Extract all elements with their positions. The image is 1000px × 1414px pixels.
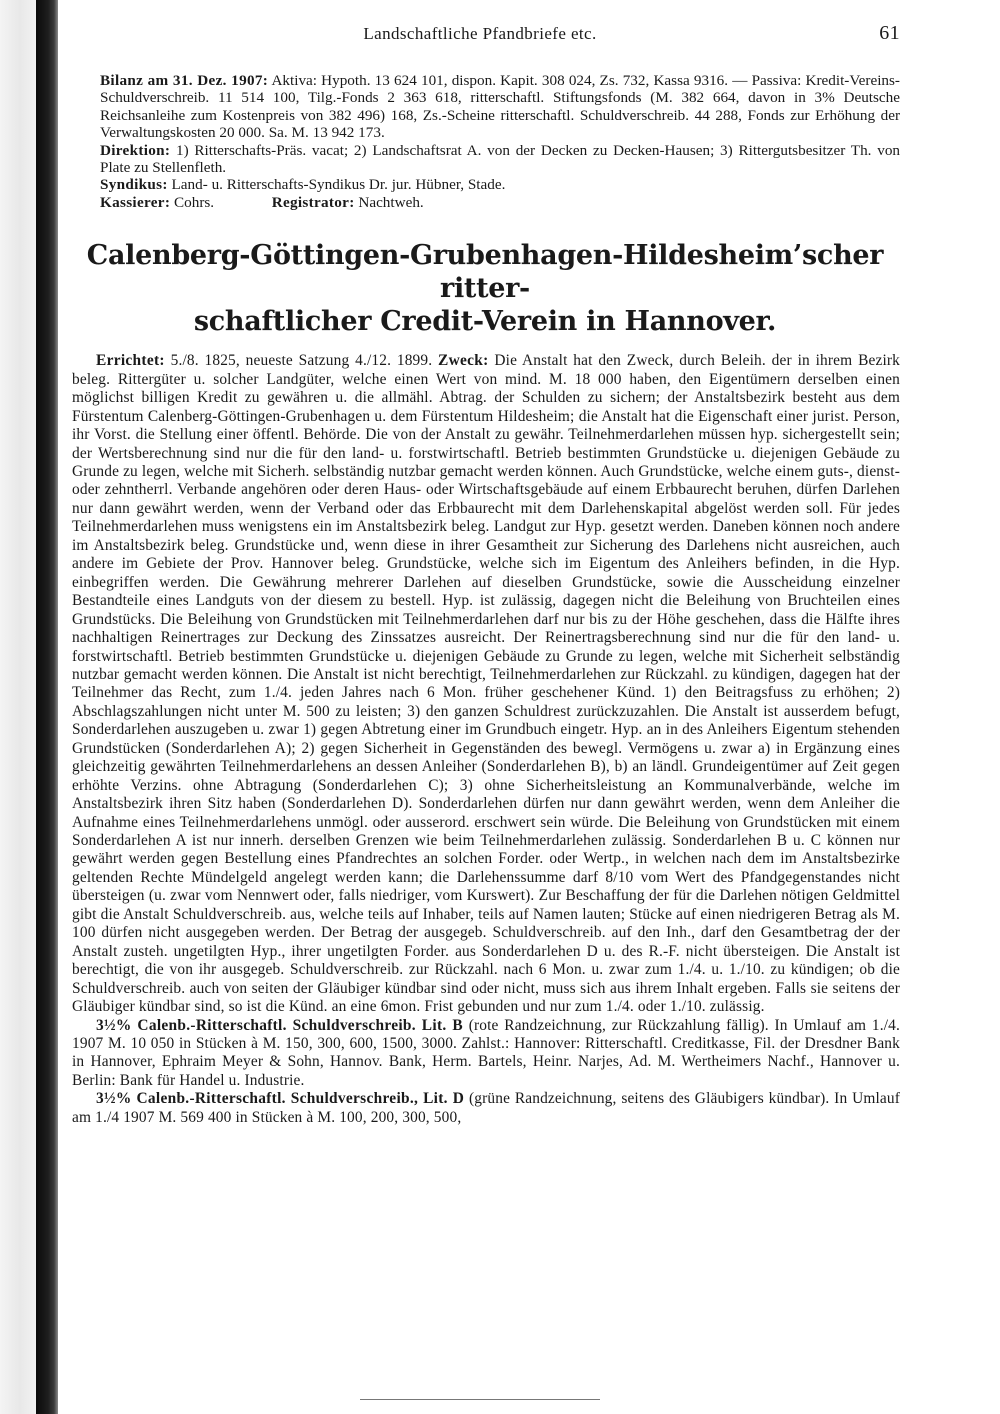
footer-rule xyxy=(360,1399,600,1400)
direktion-text: 1) Ritterschafts-Präs. vacat; 2) Landschaftsrat A. von der Decken zu Decken-Hausen; 3) Rittergutsbesitzer Th. von Plate zu Stellenfleth. xyxy=(100,141,901,177)
registrator-text: Nachtweh. xyxy=(358,193,424,211)
kassierer-text: Cohrs. xyxy=(174,193,215,211)
scan-margin xyxy=(0,0,36,1414)
document-page xyxy=(60,14,900,1404)
syndikus-text: Land- u. Ritterschafts-Syndikus Dr. jur. Hübner, Stade. xyxy=(171,176,506,194)
direktion-label: Direktion: xyxy=(100,141,171,159)
kassierer-paragraph xyxy=(100,194,900,211)
running-title: Landschaftliche Pfandbriefe etc. xyxy=(363,24,597,43)
section-body xyxy=(60,352,900,1127)
section-heading-line-1: Calenberg-Göttingen-Grubenhagen-Hildesheim’scher ritter- xyxy=(86,240,884,305)
direktion-paragraph xyxy=(100,142,900,177)
section-heading-line-2: schaftlicher Credit-Verein in Hannover. xyxy=(193,306,777,338)
bilanz-text: Aktiva: Hypoth. 13 624 101, dispon. Kapit. 308 024, Zs. 732, Kassa 9316. — Passiva: Kredit-Vereins-Schuldverschreib. 11 514 100, Tilg.-Fonds 2 363 618, ritterschaftl. Stiftungsfonds (M. 382 664, davon in 3% Deutsche Reichsanleihe zum Kostenpreis von 382 496) 168, Zs.-Scheine ritterschaftl. Schuldverschreib. 44 288, Fonds zur Erhöhung der Verwaltungskosten 20 000. Sa. M. 13 942 173. xyxy=(100,72,900,142)
lit-d-paragraph xyxy=(72,1090,900,1127)
running-header xyxy=(60,14,900,48)
syndikus-label: Syndikus: xyxy=(100,176,168,194)
lit-b-paragraph xyxy=(72,1017,900,1091)
zweck-text: Die Anstalt hat den Zweck, durch Beleih. der in ihrem Bezirk beleg. Rittergüter u. solcher Landgüter, welche einen Wert von mind. M. 18 000 haben, den Eigentümern derselben einen möglichst billigen Kredit zu gewähren u. die allmähl. Abtrag. der Schulden zu sichern; der Anstaltsbezirk besteht aus dem Fürstentum Calenberg-Göttingen-Grubenhagen u. dem Fürstentum Hildesheim; die Anstalt hat die Eigenschaft einer jurist. Person, ihr Vorst. die Stellung einer öffentl. Behörde. Die von der Anstalt zu gewähr. Teilnehmerdarlehen müssen hyp. sichergestellt sein; der Wertsberechnung sind nur die für den land- u. forstwirtschaftl. Betrieb bestimmten Grundstücke u. diejenigen Gebäude zu Grunde zu legen, welche mit Sicherh. selbständig nutzbar gemacht werden können. Auch Grundstücke, welche einem guts-, dienst- oder zehntherrl. Verbande angehören oder deren Haus- oder Wirtschaftsgebäude auf einem Erbbaurecht beruhen, dürfen Darlehen nur dann gewährt werden, wenn der Verband oder das Erbbaurecht mit dem Darlehenskapital abgelöst werden soll. Für jedes Teilnehmerdarlehen muss wenigstens ein im Anstaltsbezirk beleg. Landgut zur Hyp. gesetzt werden. Daneben können noch andere im Anstaltsbezirk beleg. Grundstücke und, wenn diese in ihrer Gesamtheit zur Sicherung des Darlehens nicht ausreichen, auch andere im Gebiete der Prov. Hannover beleg. Grundstücke, welche sich im Eigentum des Anleihers befinden, in die Hyp. einbegriffen werden. Die Gewährung mehrerer Darlehen auf dieselben Grundstücke, sowie die Ausscheidung einzelner Bestandteile eines Landguts von der diesem zu bestell. Hyp. ist zulässig, dagegen nicht die Beleihung von Bruchteilen eines Grundstücks. Die Beleihung von Grundstücken mit Teilnehmerdarlehen darf nur bis zu der Höhe geschehen, dass die Hälfte ihres nachhaltigen Reinertrages zur Deckung des Zinssatzes ausreicht. Der Reinertragsberechnung sind nur die für den land- u. forstwirtschaftl. Betrieb bestimmten Grundstücke u. diejenigen Gebäude zu Grunde zu legen, welche mit Sicherheit selbständig nutzbar gemacht werden können. Die Anstalt ist nicht berechtigt, Teilnehmerdarlehen zur Rückzahl. zu kündigen, dagegen hat der Teilnehmer das Recht, zum 1./4. jeden Jahres nach 6 Mon. früher geschehener Künd. 1) den Beitragsfuss zu erhöhen; 2) Abschlagszahlungen nicht unter M. 500 zu leisten; 3) den ganzen Schuldrest zurückzuzahlen. Die Anstalt ist ausserdem befugt, Sonderdarlehen auszugeben u. zwar 1) gegen Abtretung einer im Grundbuch eingetr. Hyp. an in des Anleihers Eigentum stehenden Grundstücken (Sonderdarlehen A); 2) gegen Sicherheit in Gegenständen des bewegl. Vermögens u. zwar a) in Ergänzung eines gleichzeitig gewährten Teilnehmerdarlehens an dessen Anleiher (Sonderdarlehen B), b) an ländl. Grundeigentümer auf Zeit gegen erhöhte Verzins. ohne Abtragung (Sonderdarlehen C); 3) ohne Sicherheitsleistung an Kommunalverbände, welche im Anstaltsbezirk ihren Sitz haben (Sonderdarlehen D). Sonderdarlehen dürfen nur dann gewährt werden, wenn dem Anleiher die Aufnahme eines Teilnehmerdarlehens unmögl. oder ausserord. erschwert sein würde. Die Beleihung von Grundstücken mit einem Sonderdarlehen A ist nur innerh. derselben Grenzen wie beim Teilnehmerdarlehen zulässig. Sonderdarlehen B u. C können nur gewährt werden gegen Bestellung eines Pfandrechtes an solchen Forder. oder Wertp., in welchen nach dem im Anstaltsbezirke geltenden Rechte Mündelgeld angelegt werden kann; die Darlehenssumme darf 8/10 vom Wert des Pfandgegenstandes nicht übersteigen (u. zwar vom Nennwert oder, falls niedriger, vom Kurswert). Zur Beschaffung der für die Darlehen nötigen Geldmittel gibt die Anstalt Schuldverschreib. aus, welche teils auf Inhaber, teils auf Namen lauten; Stücke auf einen niedrigeren Betrag als M. 100 dürfen nicht ausgegeben werden. Der Betrag der ausgegeb. Schuldverschreib. auf den Inh., darf den Gesamtbetrag der der Anstalt zusteh. ungetilgten Hyp., ihrer ungetilgten Forder. aus Sonderdarlehen D u. des R.-F. nicht übersteigen. Die Anstalt ist berechtigt, die von ihr ausgegeb. Schuldverschreib. zur Rückzahl. nach 6 Mon. u. zwar zum 1./4. u. 1./10. zu kündigen; ob die Schuldverschreib. auch von seiten der Gläubiger kündbar sind oder nicht, muss sich aus ihrem Inhalt ergeben. Falls sie seitens der Gläubiger kündbar sind, so ist die Künd. an eine 6mon. Frist gebunden und nur zum 1./4. oder 1./10. zulässig. xyxy=(72,352,900,1016)
section-heading xyxy=(70,239,900,338)
errichtet-zweck-paragraph xyxy=(72,352,900,1016)
bilanz-paragraph xyxy=(100,72,900,142)
top-block xyxy=(60,72,900,211)
book-binding-shadow xyxy=(36,0,58,1414)
lit-d-label: 3½% Calenb.-Ritterschaftl. Schuldverschreib., Lit. D xyxy=(96,1090,465,1108)
page-number: 61 xyxy=(879,22,900,44)
syndikus-paragraph xyxy=(100,176,900,193)
kassierer-label: Kassierer: xyxy=(100,193,171,211)
errichtet-label: Errichtet: xyxy=(96,352,165,370)
zweck-label: Zweck: xyxy=(438,352,489,370)
bilanz-label: Bilanz am 31. Dez. 1907: xyxy=(100,72,269,89)
lit-b-text: (rote Randzeichnung, zur Rückzahlung fällig). In Umlauf am 1./4. 1907 M. 10 050 in Stücken à M. 150, 300, 600, 1500, 3000. Zahlst.: Hannover: Ritterschaftl. Creditkasse, Fil. der Dresdner Bank in Hannover, Ephraim Meyer & Sohn, Hannov. Bank, Herm. Bartels, Heinr. Narjes, Ad. M. Wertheimers Nachf., Hannover u. Berlin: Bank für Handel u. Industrie. xyxy=(72,1016,901,1089)
registrator-label: Registrator: xyxy=(271,193,355,211)
lit-b-label: 3½% Calenb.-Ritterschaftl. Schuldverschreib. Lit. B xyxy=(96,1016,463,1034)
errichtet-text: 5./8. 1825, neueste Satzung 4./12. 1899. xyxy=(170,352,433,370)
lit-d-text: (grüne Randzeichnung, seitens des Gläubigers kündbar). In Umlauf am 1./4 1907 M. 569 400 in Stücken à M. 100, 200, 300, 500, xyxy=(72,1090,900,1126)
